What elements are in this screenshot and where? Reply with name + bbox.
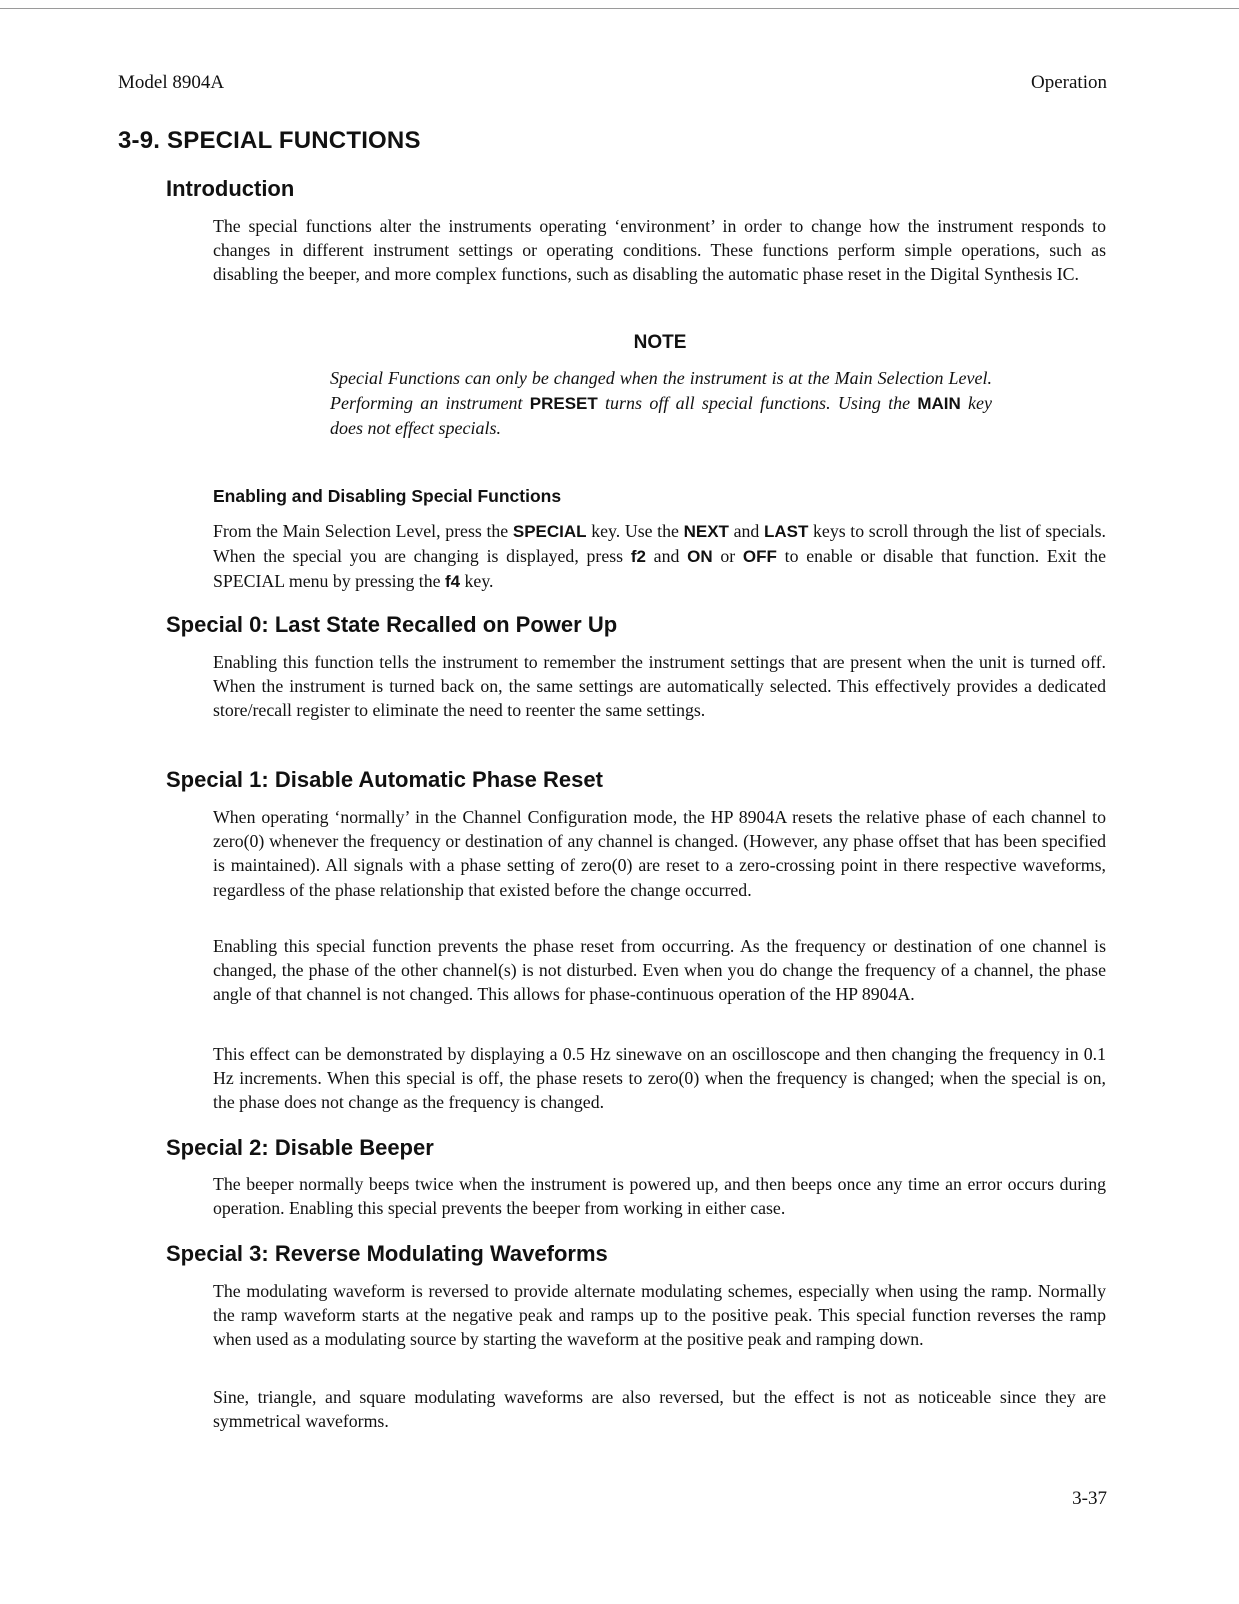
special2-paragraph: The beeper normally beeps twice when the instrument is powered up, and then beeps once any time an error occurs during operation. Enabling this special prevents the beeper from working in either case. xyxy=(213,1174,1106,1219)
special2-heading: Special 2: Disable Beeper xyxy=(166,1135,434,1160)
special1-heading: Special 1: Disable Automatic Phase Reset xyxy=(166,767,603,792)
key-off: OFF xyxy=(742,547,777,567)
header-model: Model 8904A xyxy=(118,72,225,93)
key-special: SPECIAL xyxy=(512,522,587,541)
special3-paragraph-2: Sine, triangle, and square modulating waveforms are also reversed, but the effect is not as noticeable since they are symmetrical waveforms. xyxy=(213,1387,1106,1432)
special3-heading: Special 3: Reverse Modulating Waveforms xyxy=(166,1241,608,1266)
key-on: ON xyxy=(687,547,713,567)
intro-paragraph: The special functions alter the instruments operating ‘environment’ in order to change how the instrument responds to changes in different instrument settings or operating conditions. These functions perform simple operations, such as disabling the beeper, and more complex functions, such as disabling the automatic phase reset in the Digital Synthesis IC. xyxy=(213,216,1106,285)
special1-paragraph-2: Enabling this special function prevents the phase reset from occurring. As the frequency or destination of one channel is changed, the phase of the other channel(s) is not disturbed. Even when you do change the frequency of a channel, the phase angle of that channel is not changed. This allows for phase-continuous operation of the HP 8904A. xyxy=(213,936,1106,1005)
special1-paragraph-1: When operating ‘normally’ in the Channel Configuration mode, the HP 8904A resets the relative phase of each channel to zero(0) whenever the frequency or destination of any channel is changed. (However, any phase offset that has been specified is maintained). All signals with a phase setting of zero(0) are reset to a zero-crossing point in there respective waveforms, regardless of the phase relationship that existed before the change occurred. xyxy=(213,807,1106,900)
special3-paragraph-1: The modulating waveform is reversed to provide alternate modulating schemes, especially when using the ramp. Normally the ramp waveform starts at the negative peak and ramps up to the positive peak. This special function reverses the ramp when used as a modulating source by starting the waveform at the positive peak and ramping down. xyxy=(213,1281,1106,1350)
key-preset: PRESET xyxy=(529,394,598,413)
key-f4: f4 xyxy=(444,572,461,592)
enabling-heading: Enabling and Disabling Special Functions xyxy=(213,486,562,506)
top-rule xyxy=(0,8,1239,9)
section-title: 3-9. SPECIAL FUNCTIONS xyxy=(118,127,421,154)
key-next: NEXT xyxy=(683,522,729,541)
key-main: MAIN xyxy=(917,394,961,413)
special0-paragraph: Enabling this function tells the instrument to remember the instrument settings that are present when the unit is turned off. When the instrument is turned back on, the same settings are automatically selected. This effectively provides a dedicated store/recall register to eliminate the need to reenter the same settings. xyxy=(213,652,1106,721)
special1-paragraph-3: This effect can be demonstrated by displaying a 0.5 Hz sinewave on an oscilloscope and then changing the frequency in 0.1 Hz increments. When this special is off, the phase resets to zero(0) when the frequency is changed; when the special is on, the phase does not change as the frequency is changed. xyxy=(213,1044,1106,1113)
header-section: Operation xyxy=(1031,72,1107,93)
enabling-paragraph: From the Main Selection Level, press the SPECIAL key. Use the NEXT and LAST keys to scroll through the list of specials. When the special you are changing is displayed, press f2 and ON or OFF to enable or disable that function. Exit the SPECIAL menu by pressing the f4 key. xyxy=(213,521,1107,592)
page-number: 3-37 xyxy=(1072,1488,1107,1509)
special0-heading: Special 0: Last State Recalled on Power Up xyxy=(166,612,618,637)
note-body: Special Functions can only be changed when the instrument is at the Main Selection Level. Performing an instrument PRESET turns off all special functions. Using the MAIN key does not effect specials. xyxy=(330,368,993,438)
key-f2: f2 xyxy=(630,547,646,567)
note-title: NOTE xyxy=(633,332,687,353)
key-last: LAST xyxy=(763,522,809,541)
intro-heading: Introduction xyxy=(166,176,295,201)
